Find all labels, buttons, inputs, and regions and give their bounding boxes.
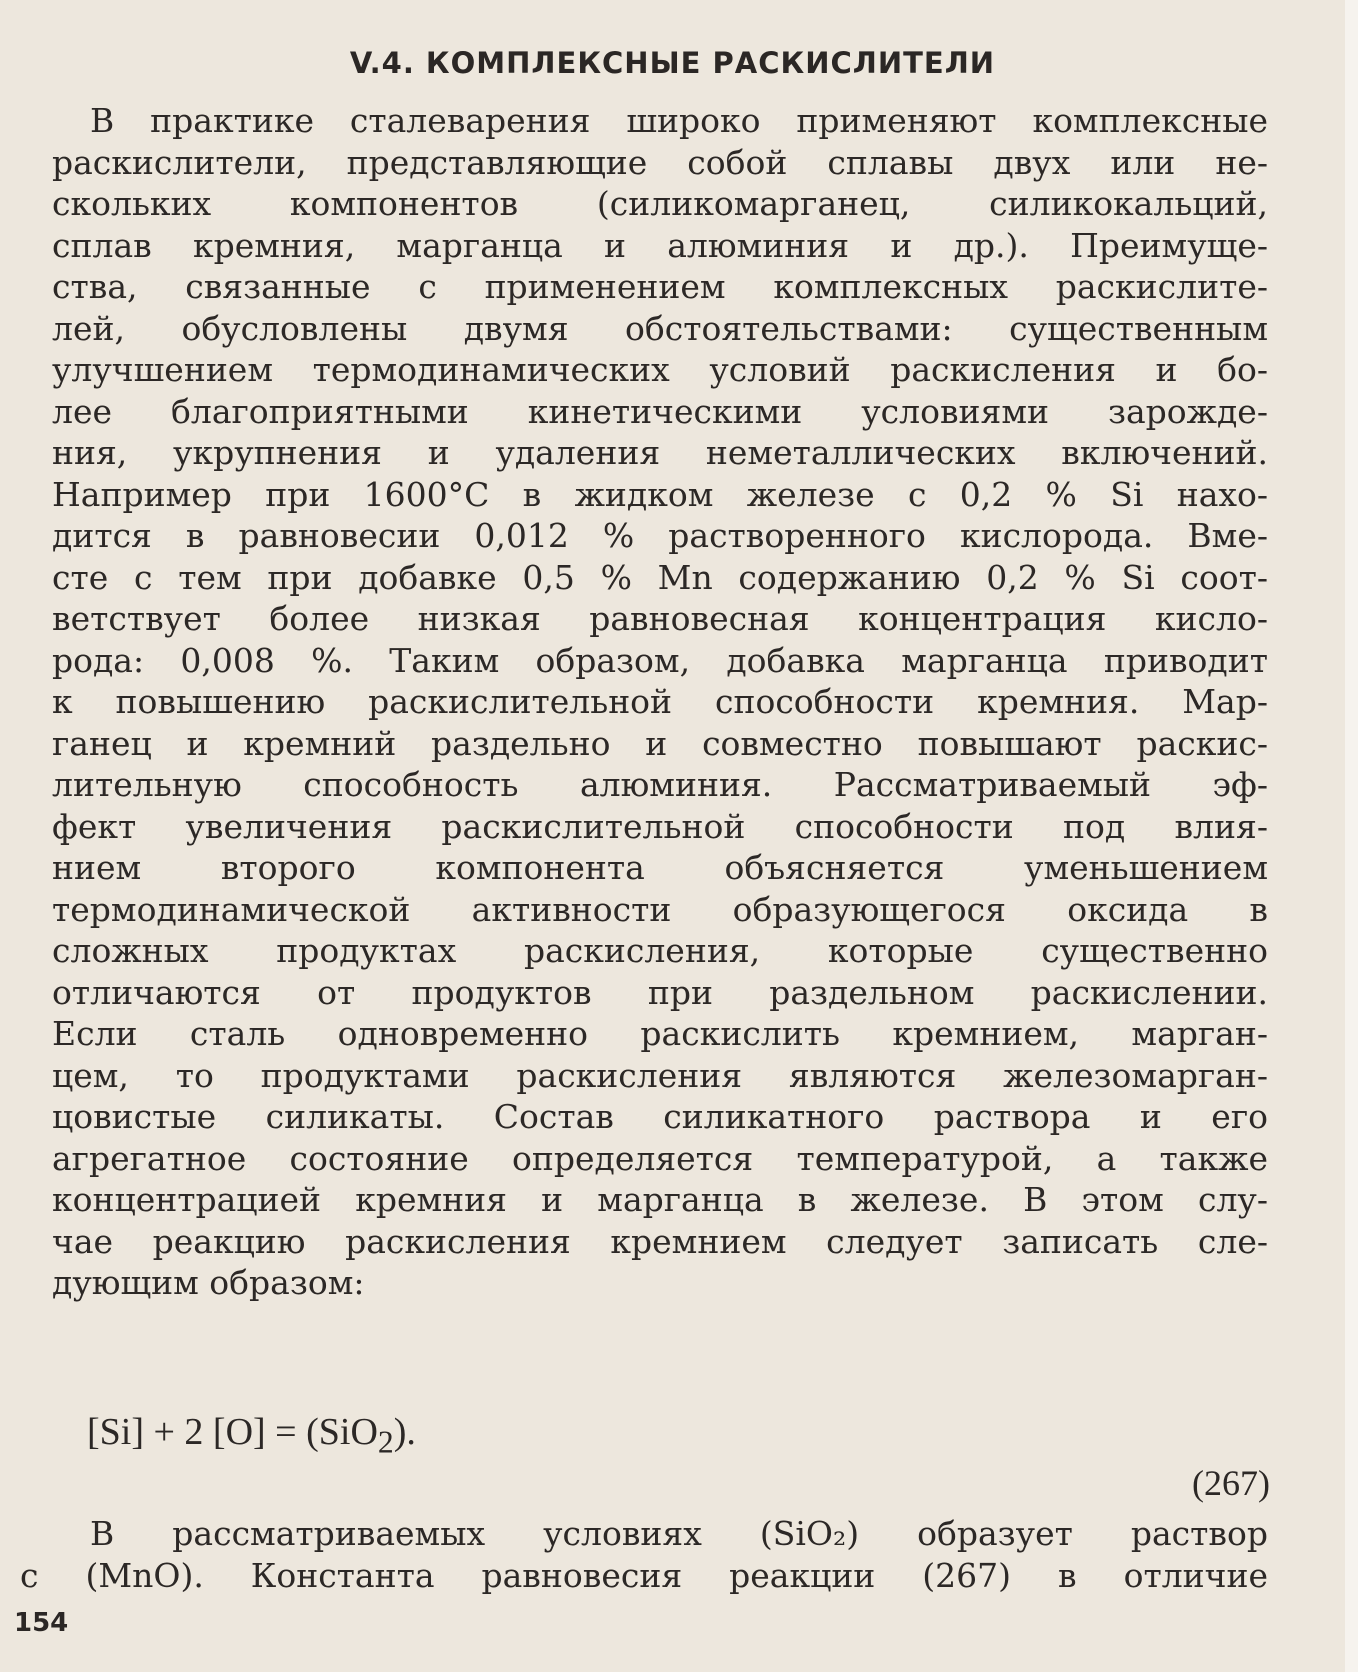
equation-number: (267) — [1192, 1463, 1270, 1503]
page-edge — [1345, 0, 1358, 1672]
text-line: В практике сталеварения широко применяют комплексные — [90, 101, 1268, 140]
text-line: ветствует более низкая равновесная концентрация кисло- — [52, 599, 1268, 638]
paragraph-1 — [52, 100, 1270, 1304]
text-line: дится в равновесии 0,012 % растворенного кислорода. Вме- — [52, 516, 1268, 555]
text-line: цем, то продуктами раскисления являются железомарган- — [52, 1055, 1268, 1095]
text-line: агрегатное состояние определяется температурой, а также — [52, 1138, 1268, 1178]
text-line: ганец и кремний раздельно и совместно повышают раскис- — [52, 723, 1268, 763]
text-line: раскислители, представляющие собой сплавы двух или не- — [52, 142, 1268, 182]
text-line: дующим образом: — [52, 1263, 365, 1302]
page-number: 154 — [14, 1608, 69, 1638]
text-line: скольких компонентов (силикомарганец, силикокальций, — [52, 184, 1268, 223]
equation-rhs: ). — [393, 1411, 416, 1453]
text-line: улучшением термодинамических условий раскисления и бо- — [52, 350, 1268, 389]
text-line: Например при 1600°С в жидком железе с 0,2 % Si нахо- — [52, 474, 1268, 514]
text-line: сте с тем при добавке 0,5 % Mn содержанию 0,2 % Si соот- — [52, 557, 1268, 597]
text-line: ства, связанные с применением комплексных раскислите- — [52, 267, 1268, 306]
text-line: рода: 0,008 %. Таким образом, добавка марганца приводит — [52, 640, 1268, 680]
text-line: нием второго компонента объясняется уменьшением — [52, 848, 1268, 887]
text-line: лей, обусловлены двумя обстоятельствами: существенным — [52, 308, 1268, 348]
equation-block — [52, 1410, 1270, 1510]
text-line: сплав кремния, марганца и алюминия и др.). Преимуще- — [52, 225, 1268, 265]
text-line: фект увеличения раскислительной способности под влия- — [52, 806, 1268, 846]
text-line: лительную способность алюминия. Рассматриваемый эф- — [52, 765, 1268, 804]
text-line: лее благоприятными кинетическими условиями зарожде- — [52, 391, 1268, 431]
equation-subscript: 2 — [377, 1424, 394, 1460]
text-line: отличаются от продуктов при раздельном раскислении. — [52, 972, 1268, 1012]
text-line: концентрацией кремния и марганца в железе. В этом слу- — [52, 1180, 1268, 1219]
paragraph-2 — [20, 1512, 1270, 1595]
text-line: цовистые силикаты. Состав силикатного раствора и его — [52, 1097, 1268, 1136]
text-line: сложных продуктах раскисления, которые существенно — [52, 931, 1268, 970]
text-line: с (MnO). Константа равновесия реакции (267) в отличие — [20, 1555, 1268, 1595]
equation — [87, 1410, 416, 1461]
section-heading: V.4. КОМПЛЕКСНЫЕ РАСКИСЛИТЕЛИ — [349, 46, 996, 80]
text-line: Если сталь одновременно раскислить кремнием, марган- — [52, 1014, 1268, 1053]
text-line: В рассматриваемых условиях (SiO₂) образует раствор — [90, 1514, 1268, 1553]
text-line: чае реакцию раскисления кремнием следует записать сле- — [52, 1221, 1268, 1261]
text-line: термодинамической активности образующегося оксида в — [52, 889, 1268, 929]
text-line: ния, укрупнения и удаления неметаллических включений. — [52, 433, 1268, 472]
equation-lhs: [Si] + 2 [O] = (SiO — [87, 1411, 378, 1453]
text-line: к повышению раскислительной способности кремния. Мар- — [52, 682, 1268, 721]
